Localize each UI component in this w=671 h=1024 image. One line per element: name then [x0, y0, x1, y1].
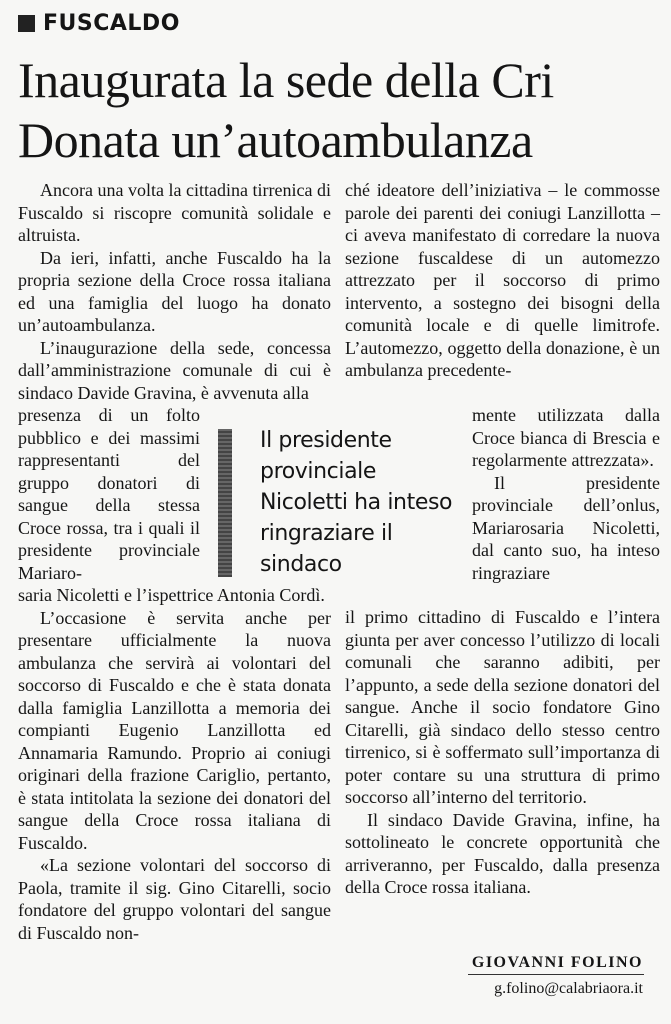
paragraph-continued: saria Nicoletti e l’ispettrice Antonia Cordì.: [18, 585, 325, 605]
kicker-square-icon: [18, 15, 35, 32]
pull-quote-text: Il presidente provinciale Nicoletti ha inteso ringraziare il sindaco: [260, 428, 453, 577]
paragraph-continued: mente utilizzata dalla Croce bianca di Brescia e regolarmente attrezzata».: [472, 405, 660, 470]
paragraph-continued: ché ideatore dell’iniziativa – le commosse parole dei parenti dei coniugi Lanzillotta – ci aveva manifestato di corredare la nuova sezione fuscaldese di un automezzo attrezzato per il soccorso di primo intervento, a sostegno dei bisogni della comunità locale e di quelle limitrofe. L’automezzo, oggetto della donazione, è un ambulanza precedente-: [345, 180, 660, 380]
paragraph: «La sezione volontari del soccorso di Paola, tramite il sig. Gino Citarelli, socio fondatore del gruppo volontari del sangue di Fuscaldo non-: [18, 855, 331, 943]
author-byline: GIOVANNI FOLINO: [471, 954, 643, 971]
headline-line-2: Donata un’autoambulanza: [18, 112, 533, 168]
paragraph: Da ieri, infatti, anche Fuscaldo ha la propria sezione della Croce rossa italiana ed una famiglia del luogo ha donato un’autoambulanza.: [18, 247, 331, 335]
paragraph: Ancora una volta la cittadina tirrenica di Fuscaldo si riscopre comunità solidale e altruista.: [18, 180, 331, 245]
byline-rule: [468, 974, 644, 975]
article-column-1-wrap: [18, 404, 200, 584]
pull-quote: [218, 425, 453, 580]
paragraph-continued: il primo cittadino di Fuscaldo e l’intera giunta per aver concesso l’utilizzo di locali comunali che saranno adibiti, per l’appunto, a sede della sezione donatori del sangue. Anche il socio fondatore Gino Citarelli, già sindaco dello stesso centro tirrenico, si è soffermato sull’importanza di poter contare su una struttura di primo soccorso all’interno del territorio.: [345, 607, 660, 807]
headline-line-1: Inaugurata la sede della Cri: [18, 52, 554, 108]
paragraph: Il sindaco Davide Gravina, infine, ha sottolineato le concrete opportunità che arriveranno, per Fuscaldo, dalla presenza della Croce rossa italiana.: [345, 809, 660, 897]
paragraph-continued: presenza di un folto pubblico e dei massimi rappresentanti del gruppo donatori di sangue della stessa Croce rossa, tra i quali il presidente provinciale Mariaro-: [18, 405, 200, 583]
paragraph: L’inaugurazione della sede, concessa dall’amministrazione comunale di cui è sindaco Davide Gravina, è avvenuta alla: [18, 337, 331, 403]
article-column-2-upper: [345, 179, 660, 382]
paragraph: L’occasione è servita anche per presentare ufficialmente la nuova ambulanza che servirà ai volontari del soccorso di Fuscaldo e che è stata donata dalla famiglia Lanzillotta a memoria dei compianti Eugenio Lanzillotta ed Annamaria Ramundo. Proprio ai coniugi originari della frazione Cariglio, pertanto, è stata intitolata la sezione dei donatori del sangue della Croce rossa italiana di Fuscaldo.: [18, 607, 331, 853]
article-column-1-lower: [18, 584, 331, 944]
section-kicker: [18, 8, 180, 38]
headline: [18, 50, 663, 170]
article-column-2-lower: [345, 606, 660, 899]
article-column-2-wrap: [472, 404, 660, 584]
kicker-label: FUSCALDO: [43, 10, 180, 36]
pull-quote-bar: [218, 429, 232, 577]
article-column-1-upper: [18, 179, 331, 404]
author-email: g.folino@calabriaora.it: [494, 980, 643, 997]
paragraph: Il presidente provinciale dell’onlus, Mariarosaria Nicoletti, dal canto suo, ha inteso ringraziare: [472, 472, 660, 583]
